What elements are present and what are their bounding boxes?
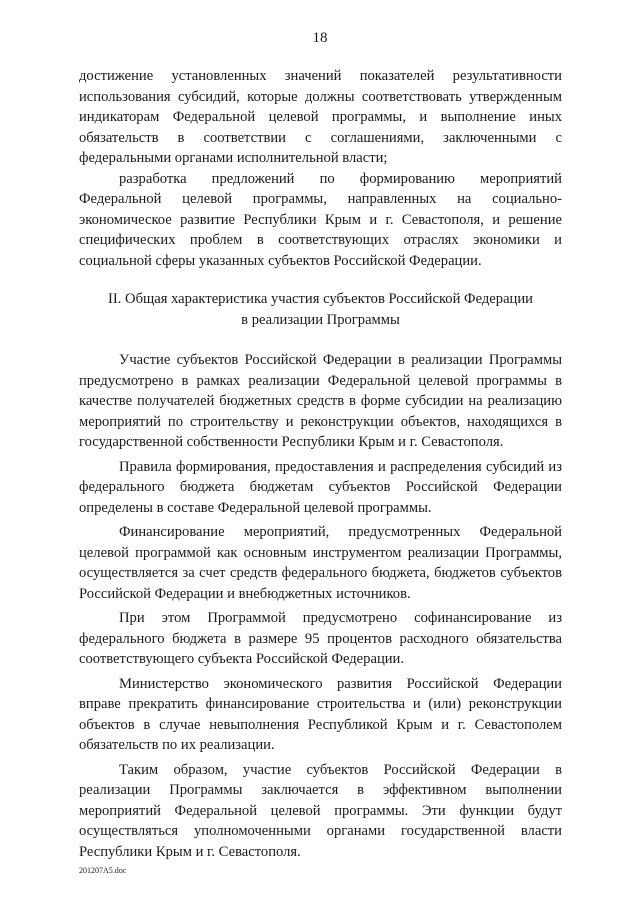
page-number: 18 <box>312 30 328 46</box>
footer-filename: 201207A5.doc <box>79 866 127 875</box>
section-heading <box>79 289 562 330</box>
paragraph: Министерство экономического развития Российской Федерации вправе прекратить финансирование строительства и (или) реконструкции объектов в случае невыполнения Республикой Крым и г. Севастополем обязательств по их реализации. <box>79 675 562 753</box>
paragraph: Участие субъектов Российской Федерации в реализации Программы предусмотрено в рамках реализации Федеральной целевой программы в качестве получателей бюджетных средств в форме субсидии на реализацию мероприятий по строительству и реконструкции объектов, находящихся в государственной собственности Республики Крым и г. Севастополя. <box>79 352 562 450</box>
paragraph-continuation: достижение установленных значений показателей результативности использования субсидий, которые должны соответствовать утвержденным индикаторам Федеральной целевой программы, и выполнение иных обязательств в соответствии с соглашениями, заключенными с федеральными органами исполнительной власти; <box>79 68 562 166</box>
paragraph: Правила формирования, предоставления и распределения субсидий из федерального бюджета бюджетам субъектов Российской Федерации определены в составе Федеральной целевой программы. <box>79 458 562 516</box>
paragraph: разработка предложений по формированию мероприятий Федеральной целевой программы, направленных на социально-экономическое развитие Республики Крым и г. Севастополя, и решение специфических проблем в соответствующих отраслях экономики и социальной сферы указанных субъектов Российской Федерации. <box>79 170 562 269</box>
paragraph: Финансирование мероприятий, предусмотренных Федеральной целевой программой как основным инструментом реализации Программы, осуществляется за счет средств федерального бюджета, бюджетов субъектов Российской Федерации и внебюджетных источников. <box>79 524 562 602</box>
paragraph: Таким образом, участие субъектов Российской Федерации в реализации Программы заключается в эффективном выполнении мероприятий Федеральной целевой программы. Эти функции будут осуществляться уполномоченными органами государственной власти Республики Крым и г. Севастополя. <box>79 761 562 860</box>
section-heading-line: II. Общая характеристика участия субъектов Российской Федерации <box>108 291 533 307</box>
section-heading-line: в реализации Программы <box>241 311 400 328</box>
document-body <box>79 66 562 862</box>
paragraph: При этом Программой предусмотрено софинансирование из федерального бюджета в размере 95 процентов расходного обязательства соответствующего субъекта Российской Федерации. <box>79 610 562 667</box>
